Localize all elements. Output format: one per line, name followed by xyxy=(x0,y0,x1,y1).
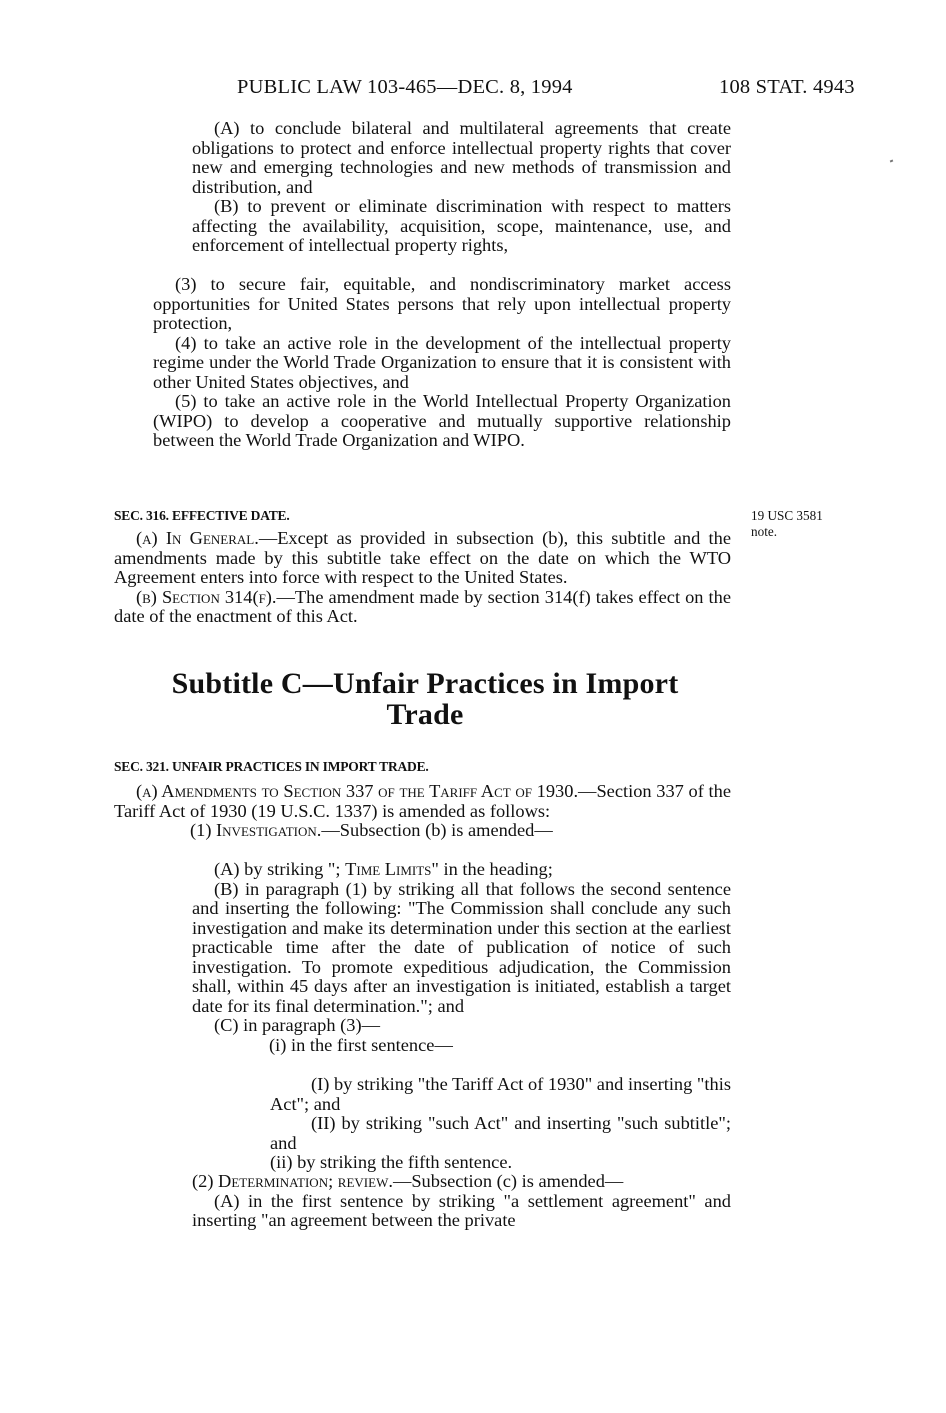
determination-label: (2) Determination; review. xyxy=(192,1171,393,1191)
running-header-stat: 108 STAT. 4943 xyxy=(719,76,855,98)
investigation-clause-b: (B) in paragraph (1) by striking all that follows the second sentence and inserting the following: "The Commission shall conclude any such investigation and make its determination under this section at the earliest practicable time after the date of publication of notice of such investigation. To promote expeditious adjudication, the Commission shall, within 45 days after an investigation is initiated, establish a target date for its final determination."; and xyxy=(192,878,731,1016)
investigation-paragraph xyxy=(114,821,731,841)
subclause-I: (I) by striking "the Tariff Act of 1930" and inserting "this Act"; and xyxy=(270,1074,731,1114)
section-321-subsection-a xyxy=(114,782,731,821)
investigation-subclauses xyxy=(270,1075,731,1173)
section-321-a-text: —Section 337 of the Tariff Act of 1930 (19 U.S.C. 1337) is amended as follows: xyxy=(114,781,731,821)
subtitle-line2: Trade xyxy=(386,698,464,731)
subtitle-line1: Subtitle C—Unfair Practices in Import xyxy=(171,667,679,700)
margin-citation-line1: 19 USC 3581 xyxy=(751,508,823,523)
section-316-subsection-a xyxy=(114,529,731,588)
section-321-heading: SEC. 321. UNFAIR PRACTICES IN IMPORT TRADE. xyxy=(114,759,429,774)
section-321-intro xyxy=(114,782,731,841)
investigation-clause-c-ii: (ii) by striking the fifth sentence. xyxy=(270,1152,513,1172)
subsection-b-label: (b) Section 314(f). xyxy=(136,586,277,607)
subtitle-heading xyxy=(120,668,730,730)
investigation-clause-c: (C) in paragraph (3)— xyxy=(214,1015,380,1035)
provision-a-b xyxy=(192,119,731,256)
investigation-text: —Subsection (b) is amended— xyxy=(321,820,553,840)
time-limits-text: Time Limits xyxy=(345,859,432,879)
scan-artifact xyxy=(890,160,894,163)
determination-paragraph xyxy=(192,1172,731,1192)
determination-clause-a: (A) in the first sentence by striking "a settlement agreement" and inserting "an agreement between the private xyxy=(192,1190,731,1230)
paragraph-4: (4) to take an active role in the development of the intellectual property regime under the World Trade Organization to ensure that it is consistent with other United States objectives, and xyxy=(153,332,731,392)
investigation-label: (1) Investigation. xyxy=(190,820,322,840)
section-316-heading: SEC. 316. EFFECTIVE DATE. xyxy=(114,508,290,523)
subsection-a-text: —Except as provided in subsection (b), this subtitle and the amendments made by this subtitle take effect on the date on which the WTO Agreement enters into force with respect to the United States. xyxy=(114,528,731,587)
determination-block xyxy=(192,1172,731,1231)
paragraph-3: (3) to secure fair, equitable, and nondiscriminatory market access opportunities for United States persons that rely upon intellectual property protection, xyxy=(153,274,731,333)
subclause-II: (II) by striking "such Act" and inserting "such subtitle"; and xyxy=(270,1113,731,1153)
determination-text: —Subsection (c) is amended— xyxy=(392,1171,624,1191)
paragraph-5: (5) to take an active role in the World Intellectual Property Organization (WIPO) to develop a cooperative and mutually supportive relationship between the World Trade Organization and WIPO. xyxy=(153,391,731,450)
section-321-a-label: (a) Amendments to Section 337 of the Tariff Act of 1930. xyxy=(136,781,579,801)
subsection-a-label: (a) In General. xyxy=(136,528,259,548)
investigation-clauses xyxy=(192,860,731,1055)
running-header-title: PUBLIC LAW 103-465—DEC. 8, 1994 xyxy=(237,76,573,98)
margin-citation-line2: note. xyxy=(751,524,778,539)
clause-a: (A) to conclude bilateral and multilateral agreements that create obligations to protect and enforce intellectual property rights that cover new and emerging technologies and new methods of transmission and distribution, and xyxy=(192,118,731,197)
clause-b: (B) to prevent or eliminate discrimination with respect to matters affecting the availability, acquisition, scope, maintenance, use, and enforcement of intellectual property rights, xyxy=(192,196,731,255)
section-316-subsection-b xyxy=(114,588,731,627)
provisions-3-5 xyxy=(153,275,731,451)
investigation-clause-c-i: (i) in the first sentence— xyxy=(269,1034,453,1055)
section-316-body xyxy=(114,529,731,627)
margin-citation xyxy=(751,508,823,540)
investigation-clause-a: (A) by striking "; Time Limits" in the heading; xyxy=(214,859,553,879)
subsection-b-text: —The amendment made by section 314(f) takes effect on the date of the enactment of this Act. xyxy=(114,586,731,626)
